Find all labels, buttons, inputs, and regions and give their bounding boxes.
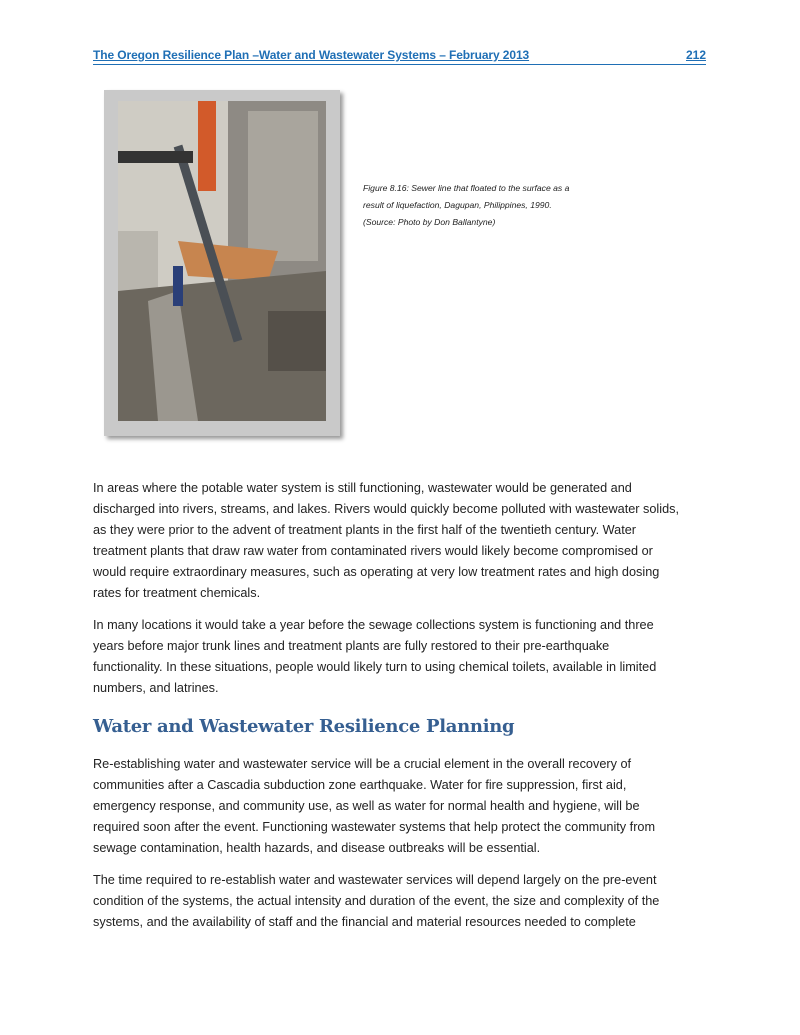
figure-photo-sewer-line — [118, 101, 326, 421]
text-line: In areas where the potable water system is still functioning, wastewater would be generated and — [93, 481, 632, 495]
text-line: years before major trunk lines and treatment plants are fully restored to their pre-earthquake — [93, 639, 610, 653]
paragraph-time-required — [93, 870, 659, 933]
caption-line: result of liquefaction, Dagupan, Philippines, 1990. — [363, 200, 552, 210]
caption-line: (Source: Photo by Don Ballantyne) — [363, 217, 496, 227]
text-line: communities after a Cascadia subduction zone earthquake. Water for fire suppression, first aid, — [93, 778, 627, 792]
paragraph-restoration-time — [93, 615, 656, 699]
text-line: functionality. In these situations, people would likely turn to using chemical toilets, available in limited — [93, 660, 657, 674]
text-line: as they were prior to the advent of treatment plants in the first half of the twentieth century. Water — [93, 523, 637, 537]
text-line: would require extraordinary measures, such as operating at very low treatment rates and high dosing — [93, 565, 660, 579]
text-line: required soon after the event. Functioning wastewater systems that help protect the community from — [93, 820, 656, 834]
section-heading: Water and Wastewater Resilience Planning — [93, 716, 515, 737]
figure-caption — [363, 180, 569, 231]
running-header — [93, 47, 706, 65]
text-line: The time required to re-establish water and wastewater services will depend largely on the pre-event — [93, 873, 657, 887]
text-line: numbers, and latrines. — [93, 681, 219, 695]
page-number: 212 — [685, 48, 706, 62]
paragraph-reestablishing-service — [93, 754, 655, 859]
text-line: condition of the systems, the actual intensity and duration of the event, the size and complexity of the — [93, 894, 660, 908]
text-line: In many locations it would take a year before the sewage collections system is functioning and three — [93, 618, 654, 632]
paragraph-wastewater-discharge — [93, 478, 679, 604]
figure-photo-frame — [104, 90, 340, 436]
text-line: systems, and the availability of staff and the financial and material resources needed to complete — [93, 915, 636, 929]
text-line: discharged into rivers, streams, and lakes. Rivers would quickly become polluted with wastewater solids, — [93, 502, 679, 516]
text-line: rates for treatment chemicals. — [93, 586, 261, 600]
text-line: sewage contamination, health hazards, and disease outbreaks will be essential. — [93, 841, 541, 855]
text-line: treatment plants that draw raw water from contaminated rivers would likely become compromised or — [93, 544, 653, 558]
text-line: emergency response, and community use, as well as water for normal health and hygiene, will be — [93, 799, 640, 813]
header-title: The Oregon Resilience Plan –Water and Wastewater Systems – February 2013 — [93, 48, 530, 62]
caption-line: Figure 8.16: Sewer line that floated to the surface as a — [363, 183, 570, 193]
text-line: Re-establishing water and wastewater service will be a crucial element in the overall recovery of — [93, 757, 632, 771]
